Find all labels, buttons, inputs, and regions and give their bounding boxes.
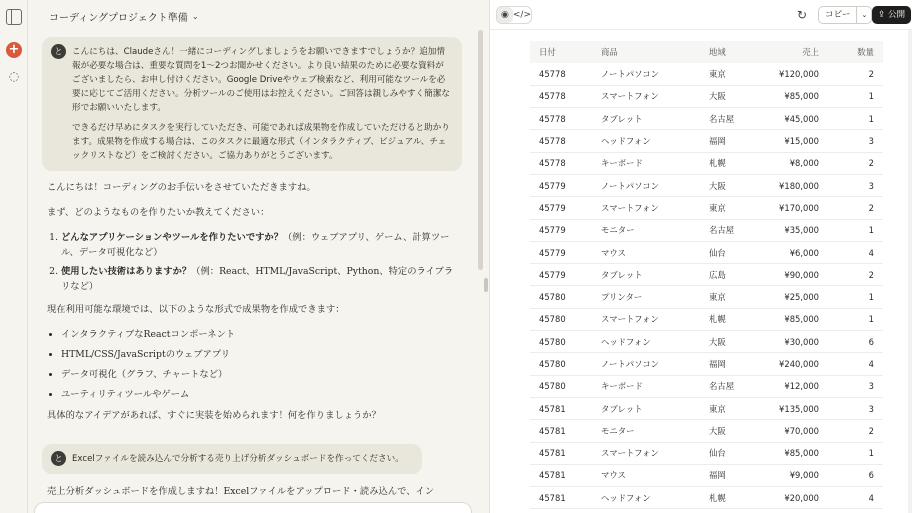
copy-button-group [818,6,872,24]
table-row [530,464,883,486]
column-header: 商品 [601,47,618,57]
table-cell: 3 [828,375,883,397]
table-cell: 大阪 [700,331,760,353]
table-cell: タブレット [592,108,700,130]
table-cell: ノートパソコン [592,353,700,375]
table-cell: 45779 [530,174,592,196]
table-cell: 仙台 [700,241,760,263]
table-cell: ヘッドフォン [592,487,700,509]
table-cell: マウス [592,241,700,263]
table-cell: 45781 [530,420,592,442]
table-cell: 45781 [530,487,592,509]
table-cell: タブレット [592,397,700,419]
table-row [530,375,883,397]
table-cell: キーボード [592,152,700,174]
new-chat-plus-icon[interactable]: + [6,42,22,58]
artifact-scrollbar[interactable] [908,30,912,513]
table-cell: ¥90,000 [760,264,828,286]
table-cell: ¥45,000 [760,108,828,130]
chats-icon[interactable]: ◌ [8,69,20,83]
table-cell: ¥85,000 [760,308,828,330]
table-cell: 45779 [530,264,592,286]
table-cell: プリンター [592,286,700,308]
table-cell: モニター [592,219,700,241]
table-cell: ノートパソコン [592,63,700,85]
table-cell: 45778 [530,108,592,130]
table-cell: ¥180,000 [760,174,828,196]
table-cell: 大阪 [700,85,760,107]
table-row [530,286,883,308]
list-item: • HTML/CSS/JavaScriptのウェブアプリ [61,347,457,362]
assistant-message [47,180,457,433]
table-cell: スマートフォン [592,308,700,330]
assistant-ask: まず、どのようなものを作りたいか教えてください： [47,207,270,218]
table-cell: 45779 [530,219,592,241]
table-cell: 札幌 [700,152,760,174]
panel-resize-handle[interactable] [484,278,488,292]
table-cell: ¥85,000 [760,442,828,464]
table-cell: 広島 [700,264,760,286]
table-cell: 4 [828,353,883,375]
user-message-paragraph: こんにちは、Claudeさん！一緒にコーディングしましょうをお願いできますでしょうか？追加情報が必要な場合は、重要な質問を1〜2つお聞かせください。より良い結果のために必要な資料がございましたら、お申し付けください。Google Driveやウェブ検索など、利用可能なツールを必要に応じてご活用ください。分析ツールのご使用はお控えください。ご回答は親しみやすく簡潔な形でお願いいたします。 [72,47,450,113]
table-cell: 大阪 [700,420,760,442]
table-cell: ¥30,000 [760,331,828,353]
table-cell: ¥170,000 [760,197,828,219]
table-row [530,174,883,196]
refresh-icon[interactable]: ↻ [797,8,808,22]
artifact-panel [489,0,912,513]
table-cell: ¥6,000 [760,241,828,263]
table-cell: 6 [828,464,883,486]
table-cell: 2 [828,152,883,174]
table-cell: 名古屋 [700,108,760,130]
table-cell: 名古屋 [700,375,760,397]
table-row [530,85,883,107]
sales-table [530,41,883,509]
table-cell: ¥35,000 [760,219,828,241]
table-header-row [530,41,883,63]
format-list [47,327,457,402]
table-cell: 6 [828,331,883,353]
table-cell: ¥25,000 [760,286,828,308]
user-message-paragraph: できるだけ早めにタスクを実行していただき、可能であれば成果物を作成していただけると助かります。成果物を作成する場合は、このタスクに最適な形式（インタラクティブ、ビジュアル、チェックリストなど）をご検討ください。ご協力ありがとうございます。 [72,123,450,161]
table-cell: 45778 [530,85,592,107]
user-message-text: Excelファイルを読み込んで分析する売り上げ分析ダッシュボードを作ってください。 [72,454,404,464]
table-row [530,130,883,152]
table-row [530,420,883,442]
table-cell: 45781 [530,464,592,486]
table-cell: ¥9,000 [760,464,828,486]
table-cell: ¥15,000 [760,130,828,152]
table-cell: 大阪 [700,174,760,196]
chat-scrollbar[interactable] [478,30,483,270]
table-row [530,219,883,241]
table-cell: 札幌 [700,487,760,509]
chat-title: コーディングプロジェクト準備 [49,13,188,24]
table-cell: 福岡 [700,130,760,152]
assistant-env-intro: 現在利用可能な環境では、以下のような形式で成果物を作成できます： [47,304,345,315]
table-cell: ¥70,000 [760,420,828,442]
table-cell: スマートフォン [592,85,700,107]
chevron-down-icon[interactable]: ⌄ [861,11,868,19]
table-cell: 1 [828,308,883,330]
table-cell: ヘッドフォン [592,331,700,353]
table-row [530,442,883,464]
table-row [530,331,883,353]
table-cell: ヘッドフォン [592,130,700,152]
table-cell: 1 [828,85,883,107]
user-message [42,37,462,171]
table-cell: ¥135,000 [760,397,828,419]
table-row [530,63,883,85]
chat-title-dropdown[interactable] [49,9,199,24]
table-cell: 福岡 [700,353,760,375]
table-cell: 45778 [530,130,592,152]
table-row [530,264,883,286]
column-header: 売上 [802,47,819,57]
table-cell: ノートパソコン [592,174,700,196]
copy-button[interactable]: コピー [819,7,857,23]
table-cell: 名古屋 [700,219,760,241]
table-cell: 3 [828,130,883,152]
table-cell: 福岡 [700,464,760,486]
table-cell: 45780 [530,286,592,308]
table-cell: 4 [828,487,883,509]
table-cell: 4 [828,241,883,263]
share-icon: ⇪ [878,10,886,20]
left-rail [0,0,28,513]
table-cell: 1 [828,442,883,464]
table-row [530,397,883,419]
chevron-down-icon: ⌄ [191,12,199,21]
table-cell: 仙台 [700,442,760,464]
table-cell: 2 [828,420,883,442]
table-cell: ¥120,000 [760,63,828,85]
table-cell: 45780 [530,353,592,375]
artifact-toolbar [490,0,912,30]
column-header: 数量 [857,47,874,57]
table-cell: タブレット [592,264,700,286]
table-row [530,108,883,130]
table-cell: 1 [828,286,883,308]
column-header: 日付 [539,47,556,57]
list-item: • ユーティリティツールやゲーム [61,387,457,402]
table-cell: 45778 [530,152,592,174]
table-row [530,308,883,330]
list-item: • インタラクティブなReactコンポーネント [61,327,457,342]
table-cell: ¥8,000 [760,152,828,174]
preview-eye-icon[interactable]: ◉ [497,7,513,23]
list-item: • データ可視化（グラフ、チャートなど） [61,367,457,382]
list-item: 1. どんなアプリケーションやツールを作りたいですか？（例：ウェブアプリ、ゲーム、計算ツール、データ可視化など） [61,230,457,260]
table-row [530,353,883,375]
table-cell: 45781 [530,397,592,419]
table-cell: 東京 [700,286,760,308]
table-cell: 2 [828,264,883,286]
table-cell: スマートフォン [592,197,700,219]
assistant-greeting: こんにちは！コーディングのお手伝いをさせていただきますね。 [47,182,316,193]
chat-column [29,0,484,513]
table-cell: 東京 [700,63,760,85]
publish-button[interactable]: ⇪ 公開 [872,6,911,24]
table-cell: 45780 [530,308,592,330]
question-list [47,230,457,294]
table-cell: 45780 [530,375,592,397]
table-cell: 45779 [530,197,592,219]
table-cell: 3 [828,174,883,196]
table-row [530,241,883,263]
table-row [530,487,883,509]
sidebar-toggle-icon[interactable] [6,9,22,25]
code-icon[interactable]: </> [512,10,531,20]
table-cell: ¥20,000 [760,487,828,509]
table-cell: 1 [828,219,883,241]
user-avatar: と [51,44,66,59]
assistant-closing: 具体的なアイデアがあれば、すぐに実装を始められます！何を作りましょうか？ [47,410,381,421]
table-cell: ¥12,000 [760,375,828,397]
list-item: 2. 使用したい技術はありますか？（例：React、HTML/JavaScript、Python、特定のライブラリなど） [61,264,457,294]
table-cell: 2 [828,197,883,219]
table-cell: 45780 [530,331,592,353]
chat-input[interactable] [34,502,472,513]
table-cell: 札幌 [700,308,760,330]
table-cell: 2 [828,63,883,85]
table-cell: モニター [592,420,700,442]
table-cell: 東京 [700,397,760,419]
view-toggle [496,6,532,24]
table-cell: スマートフォン [592,442,700,464]
table-cell: ¥240,000 [760,353,828,375]
table-cell: 45781 [530,442,592,464]
table-cell: 45778 [530,63,592,85]
user-avatar: と [51,451,66,466]
table-cell: 東京 [700,197,760,219]
table-cell: キーボード [592,375,700,397]
table-cell: 1 [828,108,883,130]
table-row [530,152,883,174]
column-header: 地域 [709,47,726,57]
table-cell: 3 [828,397,883,419]
table-cell: マウス [592,464,700,486]
table-row [530,197,883,219]
table-cell: ¥85,000 [760,85,828,107]
assistant-message-text: 売上分析ダッシュボードを作成しますね！Excelファイルをアップロード・読み込んで、イン [47,486,435,497]
user-message [42,444,422,474]
table-cell: 45779 [530,241,592,263]
